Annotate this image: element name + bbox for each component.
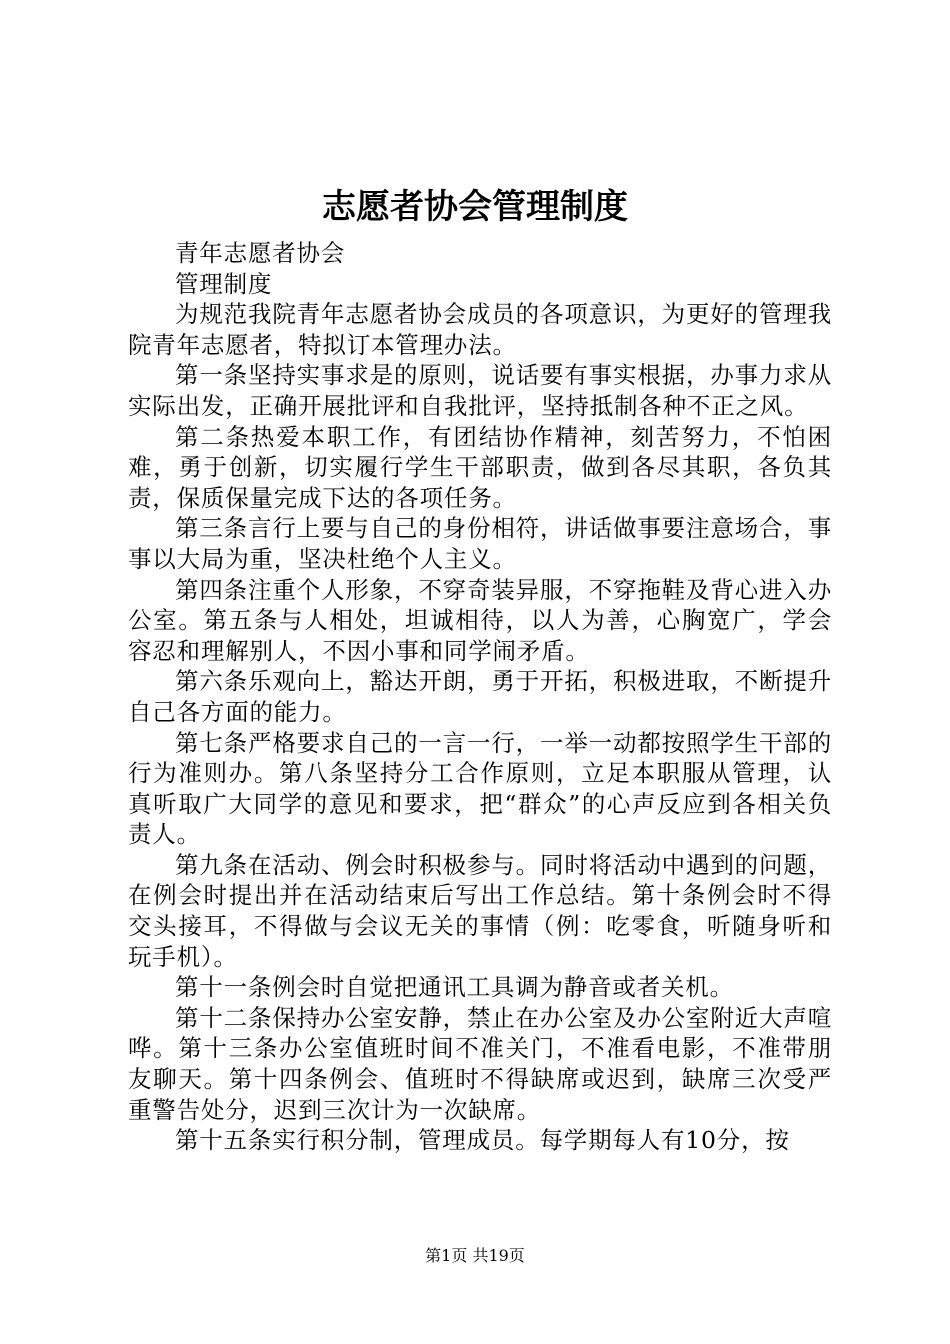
paragraph-article-11: 第十一条例会时自觉把通讯工具调为静音或者关机。 (175, 973, 734, 1002)
paragraph-article-15: 第十五条实行积分制，管理成员。每学期每人有10分，按 (175, 1126, 790, 1155)
page-number-footer: 第1页 共19页 (425, 1246, 525, 1265)
paragraph-article-3: 第三条言行上要与自己的身份相符，讲话做事要注意场合，事事以大局为重，坚决杜绝个人主义。 (128, 514, 832, 573)
paragraph-article-12-14: 第十二条保持办公室安静，禁止在办公室及办公室附近大声喧哗。第十三条办公室值班时间不准关门，不准看电影，不准带朋友聊天。第十四条例会、值班时不得缺席或迟到，缺席三次受严重警告处分，迟到三次计为一次缺席。 (128, 1003, 832, 1124)
paragraph-article-4-5: 第四条注重个人形象，不穿奇装异服，不穿拖鞋及背心进入办公室。第五条与人相处，坦诚相待，以人为善，心胸宽广，学会容忍和理解别人，不因小事和同学闹矛盾。 (128, 575, 832, 665)
paragraph-article-2: 第二条热爱本职工作，有团结协作精神，刻苦努力，不怕困难，勇于创新，切实履行学生干部职责，做到各尽其职，各负其责，保质保量完成下达的各项任务。 (128, 422, 832, 512)
paragraph-article-1: 第一条坚持实事求是的原则，说话要有事实根据，办事力求从实际出发，正确开展批评和自我批评，坚持抵制各种不正之风。 (128, 361, 832, 420)
paragraph-article-7-8: 第七条严格要求自己的一言一行，一举一动都按照学生干部的行为准则办。第八条坚持分工合作原则，立足本职服从管理，认真听取广大同学的意见和要求，把“群众”的心声反应到各相关负责人。 (128, 728, 832, 849)
document-title: 志愿者协会管理制度 (322, 187, 628, 227)
paragraph-article-9-10: 第九条在活动、例会时积极参与。同时将活动中遇到的问题，在例会时提出并在活动结束后写出工作总结。第十条例会时不得交头接耳，不得做与会议无关的事情（例：吃零食，听随身听和玩手机）。 (128, 850, 832, 971)
paragraph-org-name: 青年志愿者协会 (175, 239, 346, 267)
paragraph-intro: 为规范我院青年志愿者协会成员的各项意识，为更好的管理我院青年志愿者，特拟订本管理办法。 (128, 300, 832, 359)
paragraph-article-6: 第六条乐观向上，豁达开朗，勇于开拓，积极进取，不断提升自己各方面的能力。 (128, 667, 832, 726)
document-body (128, 238, 832, 1156)
paragraph-subtitle: 管理制度 (175, 269, 273, 298)
